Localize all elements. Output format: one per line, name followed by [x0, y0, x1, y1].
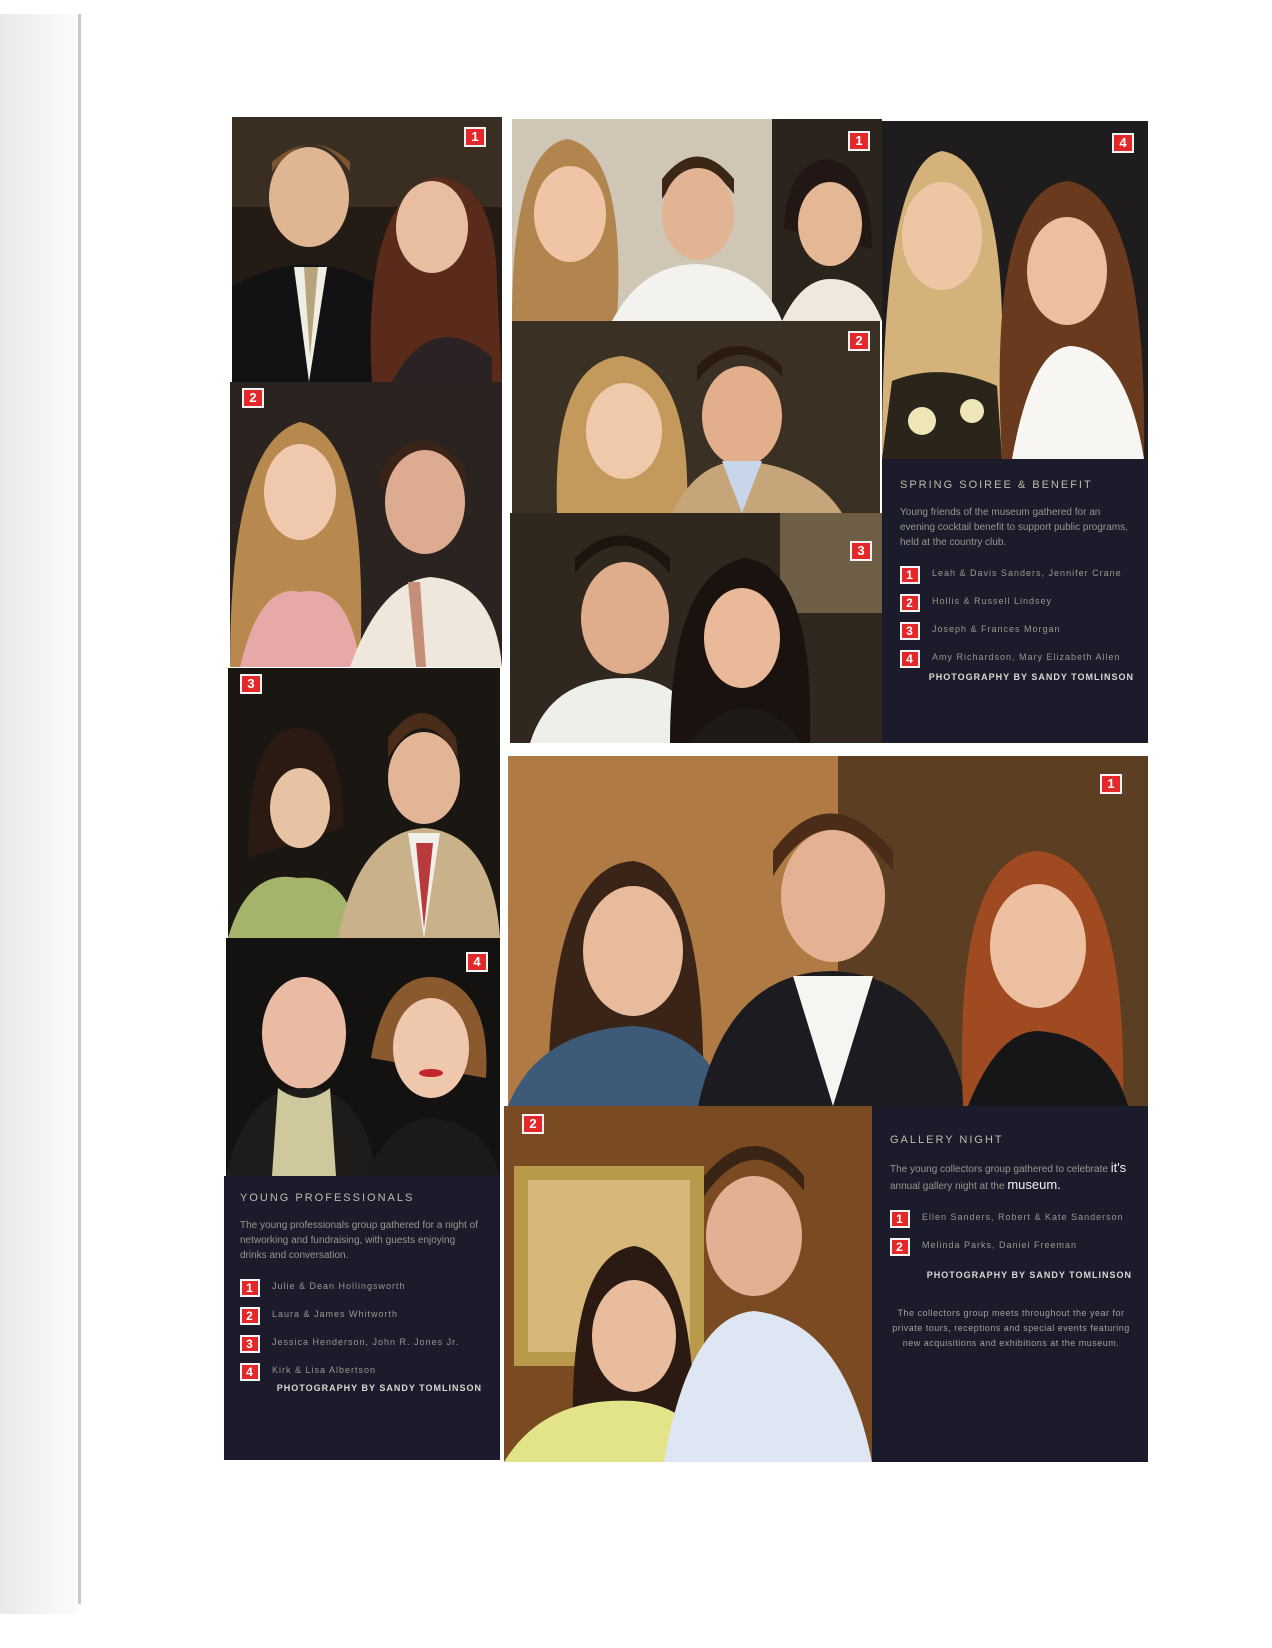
caption-number: 2: [890, 1238, 910, 1256]
caption-number: 2: [900, 594, 920, 612]
caption-names: Kirk & Lisa Albertson: [272, 1365, 377, 1375]
caption-item: [240, 1363, 482, 1381]
photo-badge: 3: [240, 674, 262, 694]
top-caption-panel: [882, 459, 1148, 743]
caption-names: Joseph & Frances Morgan: [932, 624, 1061, 634]
panel-title: YOUNG PROFESSIONALS: [240, 1192, 415, 1204]
panel-description: The young professionals group gathered for a night of networking and fundraising, with guests enjoying drinks and conversation.: [240, 1220, 478, 1261]
photo-badge: 2: [242, 388, 264, 408]
caption-number: 1: [890, 1210, 910, 1228]
caption-item: [240, 1279, 482, 1297]
caption-names: Hollis & Russell Lindsey: [932, 596, 1053, 606]
description-emphasis: it's: [1110, 1160, 1127, 1175]
photo-credit: PHOTOGRAPHY BY SANDY TOMLINSON: [926, 1270, 1132, 1280]
caption-item: [900, 622, 1134, 640]
caption-item: [900, 566, 1134, 584]
caption-number: 1: [240, 1279, 260, 1297]
scan-edge-line: [78, 14, 81, 1604]
photo-left-1: [232, 117, 502, 382]
caption-item: [890, 1210, 1132, 1228]
photo-badge: 3: [850, 541, 872, 561]
caption-number: 4: [900, 650, 920, 668]
caption-number: 3: [900, 622, 920, 640]
caption-names: Jessica Henderson, John R. Jones Jr.: [272, 1337, 460, 1347]
panel-footnote: The collectors group meets throughout the year for private tours, receptions and special events featuring new acquisitions and exhibitions at the museum.: [892, 1308, 1130, 1348]
photo-badge: 1: [464, 127, 486, 147]
photo-badge: 2: [848, 331, 870, 351]
caption-names: Leah & Davis Sanders, Jennifer Crane: [932, 568, 1122, 578]
photo-credit: PHOTOGRAPHY BY SANDY TOMLINSON: [928, 672, 1134, 682]
photo-top-2: [512, 321, 880, 513]
caption-names: Amy Richardson, Mary Elizabeth Allen: [932, 652, 1121, 662]
caption-number: 3: [240, 1335, 260, 1353]
panel-description: [890, 1160, 1132, 1194]
photo-badge: 2: [522, 1114, 544, 1134]
caption-item: [900, 650, 1134, 668]
photo-badge: 1: [848, 131, 870, 151]
description-text: annual gallery night at the: [890, 1181, 1005, 1192]
caption-item: [240, 1307, 482, 1325]
left-caption-panel: [224, 1176, 500, 1460]
caption-item: [240, 1335, 482, 1353]
photo-bottom-1: [508, 756, 1148, 1106]
photo-left-4: [226, 938, 500, 1176]
caption-names: Ellen Sanders, Robert & Kate Sanderson: [922, 1212, 1124, 1222]
photo-credit: PHOTOGRAPHY BY SANDY TOMLINSON: [276, 1383, 482, 1393]
photo-top-1: [512, 119, 882, 321]
photo-badge: 1: [1100, 774, 1122, 794]
photo-left-2: [230, 382, 502, 667]
photo-top-4: [882, 121, 1148, 459]
photo-badge: 4: [466, 952, 488, 972]
panel-title: SPRING SOIREE & BENEFIT: [900, 479, 1093, 491]
scan-edge-shadow: [0, 14, 78, 1614]
photo-badge: 4: [1112, 133, 1134, 153]
caption-number: 1: [900, 566, 920, 584]
caption-number: 2: [240, 1307, 260, 1325]
photo-left-3: [228, 668, 500, 938]
photo-top-3: [510, 513, 882, 743]
caption-item: [900, 594, 1134, 612]
caption-names: Melinda Parks, Daniel Freeman: [922, 1240, 1078, 1250]
bottom-caption-panel: [872, 1106, 1148, 1462]
description-text: The young collectors group gathered to celebrate: [890, 1164, 1108, 1175]
panel-description: Young friends of the museum gathered for an evening cocktail benefit to support public programs, held at the country club.: [900, 507, 1128, 548]
photo-bottom-2: [504, 1106, 872, 1462]
caption-number: 4: [240, 1363, 260, 1381]
caption-names: Laura & James Whitworth: [272, 1309, 399, 1319]
description-emphasis: museum.: [1007, 1177, 1061, 1192]
caption-names: Julie & Dean Hollingsworth: [272, 1281, 406, 1291]
caption-item: [890, 1238, 1132, 1256]
panel-title: GALLERY NIGHT: [890, 1134, 1004, 1146]
